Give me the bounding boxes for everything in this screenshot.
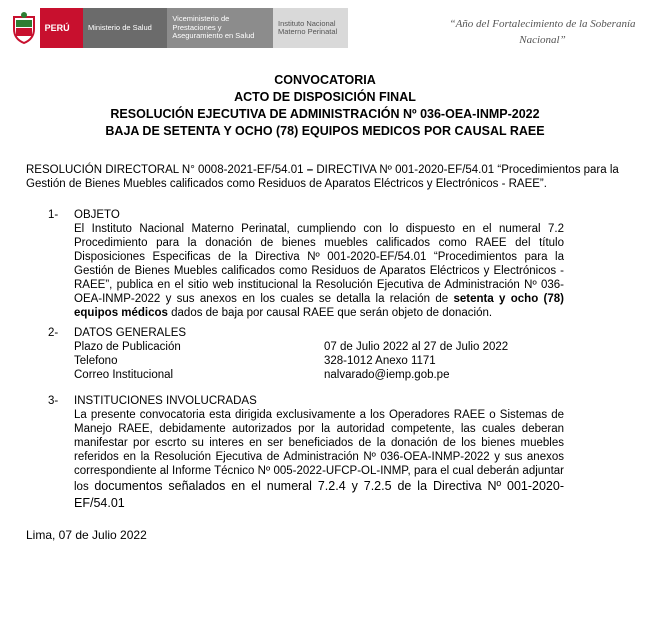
objeto-text-b: dados de baja por causal RAEE que serán objeto de donación. bbox=[167, 307, 493, 319]
objeto-text-bold: setenta y ocho (78) equipos médicos bbox=[74, 293, 564, 319]
instituciones-text-b: documentos señalados en el numeral 7.2.4 y 7.2.5 de la Directiva Nº 001-2020-EF/54.01 bbox=[74, 479, 564, 510]
data-label: Correo Institucional bbox=[74, 369, 174, 381]
instituto-label: Instituto Nacional Materno Perinatal bbox=[273, 8, 348, 48]
instituciones-text-a: La presente convocatoria esta dirigida exclusivamente a los Operadores RAEE o Sistemas de Manejo RAEE, debidamente autorizados por la autoridad competente, las cuales deberan manifestar por escrto su interes en ser beneficiados de la donación de los bienes muebles referidos en la Resolución Ejecutiva de Administración Nº 036-OEA-INMP-2022 y sus anexos correspondiente al Informe Técnico Nº 005-2022-UFCP-OL-INMP, para el cual deberán adjuntar los bbox=[74, 409, 564, 493]
section-number: 3- bbox=[48, 395, 59, 407]
title-line-4: BAJA DE SETENTA Y OCHO (78) EQUIPOS MEDICOS POR CAUSAL RAEE bbox=[105, 124, 545, 138]
intro-dash: – bbox=[306, 164, 314, 176]
title-line-2: ACTO DE DISPOSICIÓN FINAL bbox=[234, 90, 416, 104]
section-number: 1- bbox=[48, 209, 59, 221]
intro-text-2: DIRECTIVA Nº 001-2020-EF/54.01 “Procedimientos para la Gestión de Bienes Muebles calificados como Residuos de Aparatos Eléctricos y Electrónicos - RAEE”. bbox=[26, 164, 619, 190]
section-body-text bbox=[74, 408, 564, 512]
institutional-header bbox=[8, 8, 348, 58]
place-date: Lima, 07 de Julio 2022 bbox=[26, 528, 147, 542]
title-line-1: CONVOCATORIA bbox=[274, 73, 376, 87]
data-row-plazo bbox=[74, 340, 564, 354]
section-number: 2- bbox=[48, 327, 59, 339]
title-line-3: RESOLUCIÓN EJECUTIVA DE ADMINISTRACIÓN Nº 036-OEA-INMP-2022 bbox=[110, 107, 540, 121]
document-title-block bbox=[0, 72, 650, 140]
viceministerio-label: Viceministerio de Prestaciones y Aseguramiento en Salud bbox=[167, 8, 273, 48]
data-row-correo bbox=[74, 368, 564, 382]
intro-text-1: RESOLUCIÓN DIRECTORAL N° 0008-2021-EF/54.01 bbox=[26, 164, 307, 176]
ministerio-label: Ministerio de Salud bbox=[83, 8, 167, 48]
data-value: nalvarado@iemp.gob.pe bbox=[324, 369, 450, 381]
year-motto: “Año del Fortalecimiento de la Soberanía Nacional” bbox=[449, 18, 636, 46]
data-row-telefono bbox=[74, 354, 564, 368]
logo-bar bbox=[8, 8, 348, 48]
data-label: Plazo de Publicación bbox=[74, 341, 181, 353]
section-heading: DATOS GENERALES bbox=[74, 327, 187, 339]
section-heading: OBJETO bbox=[74, 209, 120, 221]
objeto-text-a: El Instituto Nacional Materno Perinatal, cumpliendo con lo dispuesto en el numeral 7.2 Procedimiento para la donación de bienes muebles calificados como RAEE del título Disposiciones Especificas de la Directiva Nº 001-2020-EF/54.01 “Procedimientos para la Gestión de Bienes Muebles calificados como Residuos de Aparatos Eléctricos y Electrónicos - RAEE”, publica en el sitio web institucional la Resolución Ejecutiva de Administración Nº 036-OEA-INMP-2022 y sus anexos en los cuales se detalla la relación de bbox=[74, 223, 564, 305]
section-body-text bbox=[74, 222, 564, 320]
data-value: 328-1012 Anexo 1171 bbox=[324, 355, 436, 367]
peru-label: PERÚ bbox=[40, 8, 83, 48]
coat-of-arms-icon bbox=[8, 8, 40, 48]
intro-paragraph bbox=[26, 163, 636, 191]
section-heading: INSTITUCIONES INVOLUCRADAS bbox=[74, 395, 257, 407]
data-value: 07 de Julio 2022 al 27 de Julio 2022 bbox=[324, 341, 509, 353]
data-label: Telefono bbox=[74, 355, 118, 367]
